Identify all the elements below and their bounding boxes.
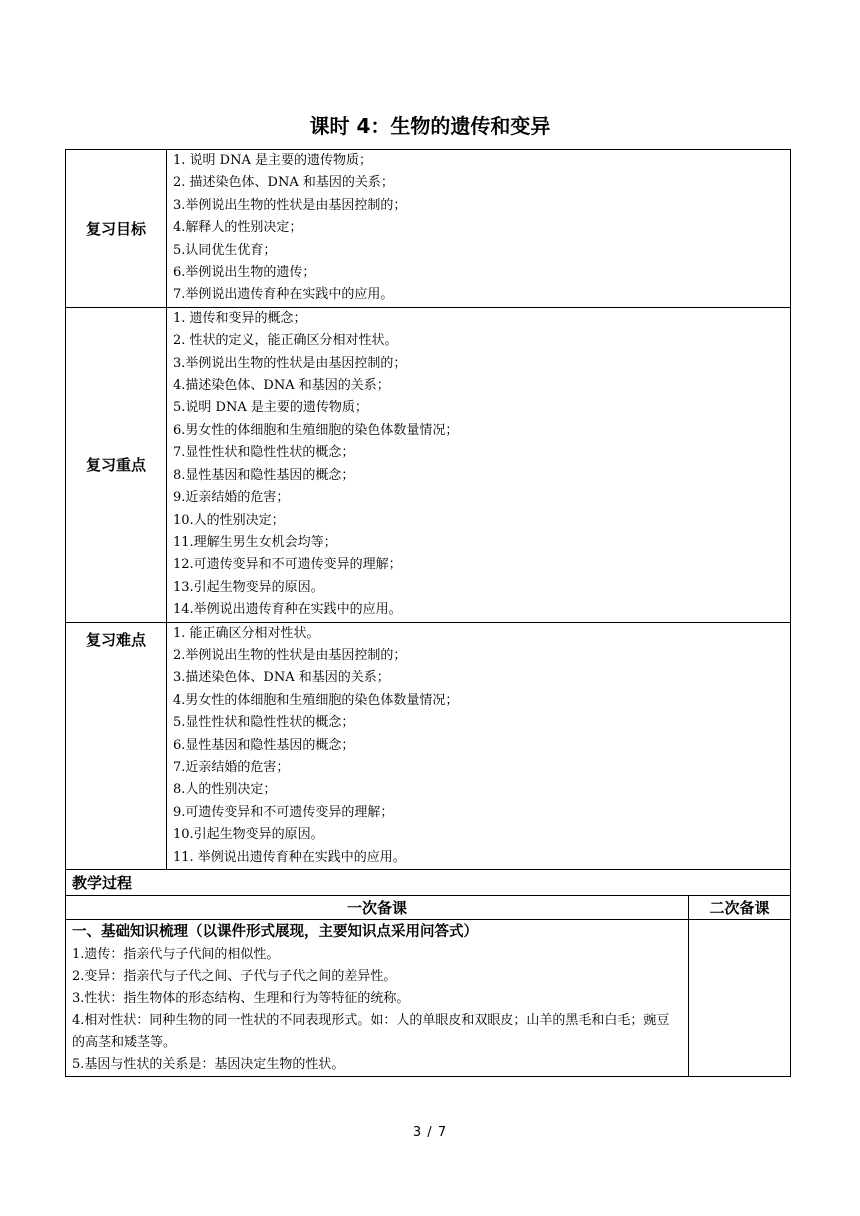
knowledge-paragraphs [72,944,682,1076]
list-item: 4.描述染色体、DNA 和基因的关系； [173,378,390,394]
list-item: 5.说明 DNA 是主要的遗传物质； [173,400,368,416]
difficulties-label: 复习难点 [66,622,167,869]
list-item: 4.解释人的性别决定； [173,220,303,236]
second-preparation-content [689,920,791,1077]
list-item: 3.描述染色体、DNA 和基因的关系； [173,670,390,686]
list-item: 8.显性基因和隐性基因的概念； [173,467,355,483]
list-item: 10.引起生物变异的原因。 [173,827,324,843]
list-item: 9.可遗传变异和不可遗传变异的理解； [173,804,394,820]
key-points-list [167,307,791,622]
lesson-plan-table [65,149,791,1077]
knowledge-paragraph: 1.遗传：指亲代与子代间的相似性。 [72,947,280,962]
list-item: 7.近亲结婚的危害； [173,759,290,775]
process-label: 教学过程 [66,870,791,896]
knowledge-paragraph: 5.基因与性状的关系是：基因决定生物的性状。 [72,1057,345,1072]
process-row [66,870,791,896]
knowledge-paragraph: 4.相对性状：同种生物的同一性状的不同表现形式。如：人的单眼皮和双眼皮；山羊的黑毛和白毛；豌豆的高茎和矮茎等。 [72,1013,670,1050]
first-preparation-content [66,920,689,1077]
list-item: 4.男女性的体细胞和生殖细胞的染色体数量情况； [173,692,459,708]
list-item: 3.举例说出生物的性状是由基因控制的； [173,197,407,213]
list-item: 6.显性基因和隐性基因的概念； [173,737,355,753]
list-item: 8.人的性别决定； [173,782,277,798]
list-item: 11.理解生男生女机会均等； [173,534,337,550]
list-item: 2. 性状的定义，能正确区分相对性状。 [173,333,398,349]
second-preparation-header: 二次备课 [689,896,791,920]
knowledge-paragraph: 2.变异：指亲代与子代之间、子代与子代之间的差异性。 [72,969,397,984]
list-item: 3.举例说出生物的性状是由基因控制的； [173,355,407,371]
list-item: 5.显性性状和隐性性状的概念； [173,715,355,731]
knowledge-paragraph: 3.性状：指生物体的形态结构、生理和行为等特征的统称。 [72,991,410,1006]
page-title: 课时 4：生物的遗传和变异 [309,114,551,138]
content-row [66,920,791,1077]
column-header-row [66,896,791,920]
objectives-list [167,150,791,308]
first-preparation-header: 一次备课 [66,896,689,920]
list-item: 1. 能正确区分相对性状。 [173,625,320,641]
list-item: 9.近亲结婚的危害； [173,490,290,506]
difficulties-row [66,622,791,869]
list-item: 1. 遗传和变异的概念； [173,310,307,326]
list-item: 7.显性性状和隐性性状的概念； [173,445,355,461]
page-number: 3 / 7 [412,1125,448,1140]
list-item: 12.可遗传变异和不可遗传变异的理解； [173,557,402,573]
list-item: 6.举例说出生物的遗传； [173,265,316,281]
list-item: 2. 描述染色体、DNA 和基因的关系； [173,175,394,191]
list-item: 6.男女性的体细胞和生殖细胞的染色体数量情况； [173,422,459,438]
list-item: 10.人的性别决定； [173,512,285,528]
objectives-row [66,150,791,308]
objectives-label: 复习目标 [66,150,167,308]
list-item: 1. 说明 DNA 是主要的遗传物质； [173,153,372,168]
list-item: 11. 举例说出遗传育种在实践中的应用。 [173,849,406,865]
key-points-row [66,307,791,622]
section-title: 一、基础知识梳理（以课件形式展现，主要知识点采用问答式） [72,924,478,940]
list-item: 2.举例说出生物的性状是由基因控制的； [173,647,407,663]
list-item: 5.认同优生优育； [173,242,277,258]
list-item: 14.举例说出遗传育种在实践中的应用。 [173,602,402,618]
list-item: 13.引起生物变异的原因。 [173,579,324,595]
key-points-label: 复习重点 [66,307,167,622]
difficulties-list [167,622,791,869]
list-item: 7.举例说出遗传育种在实践中的应用。 [173,287,394,303]
